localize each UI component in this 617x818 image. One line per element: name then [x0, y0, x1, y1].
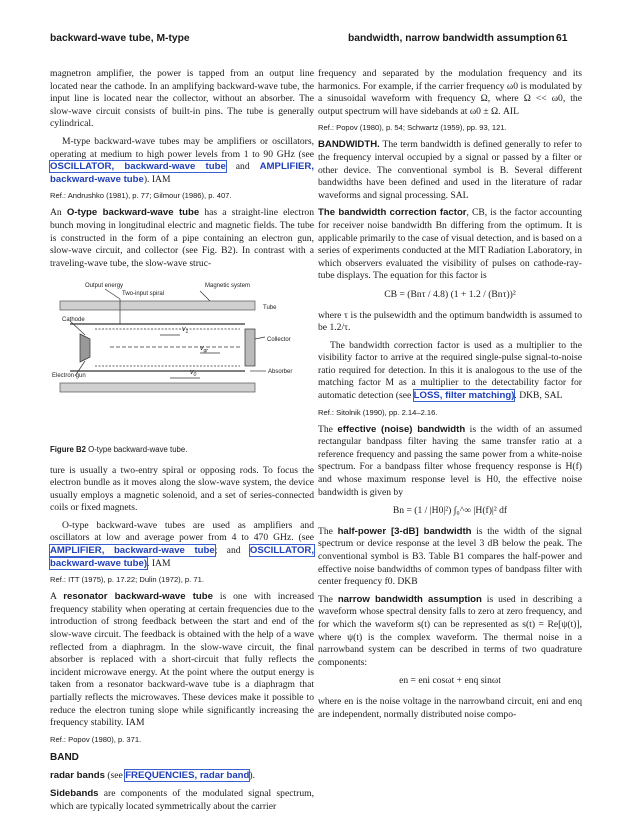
svg-text:v1: $v_1$	[182, 326, 189, 336]
fig-label-tube: Tube	[263, 305, 277, 312]
paragraph: BANDWIDTH. The term bandwidth is defined generally to refer to the frequency interval occupied by a signal or passed by a filter or other device. The conventional symbol is B. Several different bandwidths have been defined and used in the literature of radar waveforms and signal processing. SAL	[318, 139, 582, 201]
paragraph: An O-type backward-wave tube has a straight-line electron bunch moving in longitudinal electric and magnetic fields. The tube is constructed in the form of a pipe containing an electron gun, slow-wave circuit, and collector (see Fig. B2). In contrast with a traveling-wave tube, the slow-wave struc-	[50, 207, 314, 269]
link-frequencies-radar-band[interactable]: FREQUENCIES, radar band	[125, 770, 250, 782]
link-amplifier-backward-wave-2[interactable]: AMPLIFIER, backward-wave tube	[50, 545, 215, 557]
link-oscillator-backward-wave-2[interactable]: OSCILLATOR, backward-wave tube)	[50, 545, 314, 569]
equation: Bn = (1 / |H0|²) ∫₀^∞ |H(f)|² df	[392, 505, 508, 517]
fig-label-gun: Electron gun	[52, 373, 86, 380]
link-oscillator-backward-wave[interactable]: OSCILLATOR, backward-wave tube	[50, 161, 226, 173]
paragraph: The half-power [3-dB] bandwidth is the width of the signal spectrum or device response at the level 3 dB below the peak. The conventional symbol is B3. Table B1 compares the half-power and effective noise bandwidths of common types of bandpass filter with center frequency f0. DKB	[318, 525, 582, 588]
section-heading: BAND	[50, 751, 79, 763]
paragraph: The narrow bandwidth assumption is used in describing a waveform whose spectral density falls to zero at zero frequency, and for which the waveform s(t) can be represented as s(t) = Re[ψ(t)], where ψ(t) is the complex waveform. The thermal noise in a narrowband system can be described in terms of two quadrature components:	[318, 593, 582, 668]
paragraph: Sidebands are components of the modulated signal spectrum, which are typically located symmetrically about the carrier	[50, 787, 314, 812]
svg-text:vgr: $v_{gr}$	[200, 345, 208, 355]
term: O-type backward-wave tube	[66, 207, 200, 219]
term: effective (noise) bandwidth	[337, 423, 466, 435]
reference: Ref.: Popov (1980), p. 371.	[50, 734, 142, 744]
paragraph: frequency and separated by the modulation frequency and its harmonics. For example, if the carrier frequency ω0 is modulated by a sinusoidal waveform with frequency Ω, where Ω << ω0, the output spectrum will have sidebands at ω0 ± Ω. AIL	[318, 68, 582, 117]
fig-label-output: Output energy	[85, 283, 124, 290]
fig-label-magnetic: Magnetic system	[205, 283, 251, 290]
fig-label-spiral: Two-input spiral	[122, 291, 165, 298]
term: resonator backward-wave tube	[63, 591, 213, 603]
fig-label-absorber: Absorber	[268, 369, 293, 376]
reference: Ref.: Popov (1980), p. 54; Schwartz (1959), pp. 93, 121.	[318, 123, 507, 133]
paragraph: A resonator backward-wave tube is one with increased frequency stability when operating at certain frequencies due to the introduction of strong feedback between the start and end of the slow-wave circuit. The feedback is obtained with the help of a wave reflected from a diaphragm. In the slow-wave circuit, the final absorber is replaced with a short-circuit that fully reflects the incident microwave energy. At the point where the output energy is taken from a resonator backward-wave tube is a diaphragm that partially reflects the microwaves. These devices make it possible to reduce the electron tuning slope while significantly increasing the frequency stability. IAM	[50, 591, 314, 729]
paragraph: The effective (noise) bandwidth is the width of an assumed rectangular bandpass filter having the same transfer ratio at a reference frequency and passing the same power from a white-noise spectrum. For a bandpass filter whose frequency response is H(f) and whose maximum response level is H0, the effective noise bandwidth is given by	[318, 423, 583, 498]
equation: en = eni cosωt + enq sinωt	[399, 675, 501, 687]
running-header-left: backward-wave tube, M-type	[50, 33, 190, 44]
equation: CB = (Bnτ / 4.8) (1 + 1.2 / (Bnτ))²	[384, 288, 516, 300]
paragraph: magnetron amplifier, the power is tapped from an output line located near the cathode. In an amplifying backward-wave tube, the input line is located near the collector, without an absorber. The slow-wave circuit consists of built-in pins. The tube is generally cylindrical.	[50, 68, 314, 130]
paragraph: where en is the noise voltage in the narrowband circuit, eni and enq are independent, normally distributed noise compo-	[318, 695, 582, 720]
reference: Ref.: Sitolnik (1990), pp. 2.14–2.16.	[318, 407, 438, 417]
left-column	[50, 68, 314, 818]
right-column	[318, 68, 582, 726]
reference: Ref.: ITT (1975), p. 17.22; Dulin (1972), p. 71.	[50, 575, 204, 585]
link-loss-filter-matching[interactable]: LOSS, filter matching)	[413, 390, 515, 402]
paragraph: The bandwidth correction factor, CB, is the factor accounting for receiver noise bandwidth Bn differing from the optimum. It is applicable primarily to the case of visual detection, and is based on a series of experiments conducted at the MIT Radiation Laboratory, in which observers evaluated the visibility of pulses on cathode-ray-tube displays. The equation for this factor is	[318, 207, 583, 282]
figure-caption: Figure B2 O-type backward-wave tube.	[50, 444, 188, 454]
paragraph: radar bands (see FREQUENCIES, radar band).	[50, 770, 255, 782]
paragraph: The bandwidth correction factor is used as a multiplier to the visibility factor to arrive at the required single-pulse signal-to-noise ratio required for detection. In this it is analogous to the use of the matching factor M as a multiplier to the detectability factor for automatic detection (see LOSS, filter matching). DKB, SAL	[318, 339, 582, 402]
paragraph: ture is usually a two-entry spiral or opposing rods. To focus the electron bundle as it moves along the slow-wave system, the device usually employs a magnetic solenoid, and a set of series-connected coils or fixed magnets.	[50, 464, 314, 514]
fig-label-collector: Collector	[267, 337, 291, 344]
term: BANDWIDTH.	[318, 139, 380, 151]
page-number: 61	[556, 33, 568, 44]
running-header-center: bandwidth, narrow bandwidth assumption	[348, 33, 555, 44]
reference: Ref.: Andrushko (1981), p. 77; Gilmour (1986), p. 407.	[50, 191, 232, 201]
paragraph: O-type backward-wave tubes are used as amplifiers and oscillators at low and average power from 4 to 470 GHz. (see AMPLIFIER, backward-wave tube; and OSCILLATOR, backward-wave tube). IAM	[50, 519, 314, 569]
figure-b2-diagram	[50, 279, 314, 429]
term: narrow bandwidth assumption	[337, 593, 482, 605]
svg-text:v0: $v_0$	[190, 369, 197, 379]
paragraph: where τ is the pulsewidth and the optimum bandwidth is assumed to be 1.2/τ.	[318, 309, 582, 334]
paragraph: M-type backward-wave tubes may be amplifiers or oscillators, operating at medium to high power levels from 1 to 90 GHz (see OSCILLATOR, backward-wave tube and AMPLIFIER, backward-wave tube). IAM	[50, 135, 314, 185]
term: The bandwidth correction factor	[318, 207, 467, 219]
link-amplifier-backward-wave[interactable]: AMPLIFIER, backward-wave tube	[50, 161, 314, 185]
fig-label-cathode: Cathode	[62, 317, 85, 324]
term: half-power [3-dB] bandwidth	[337, 525, 472, 537]
